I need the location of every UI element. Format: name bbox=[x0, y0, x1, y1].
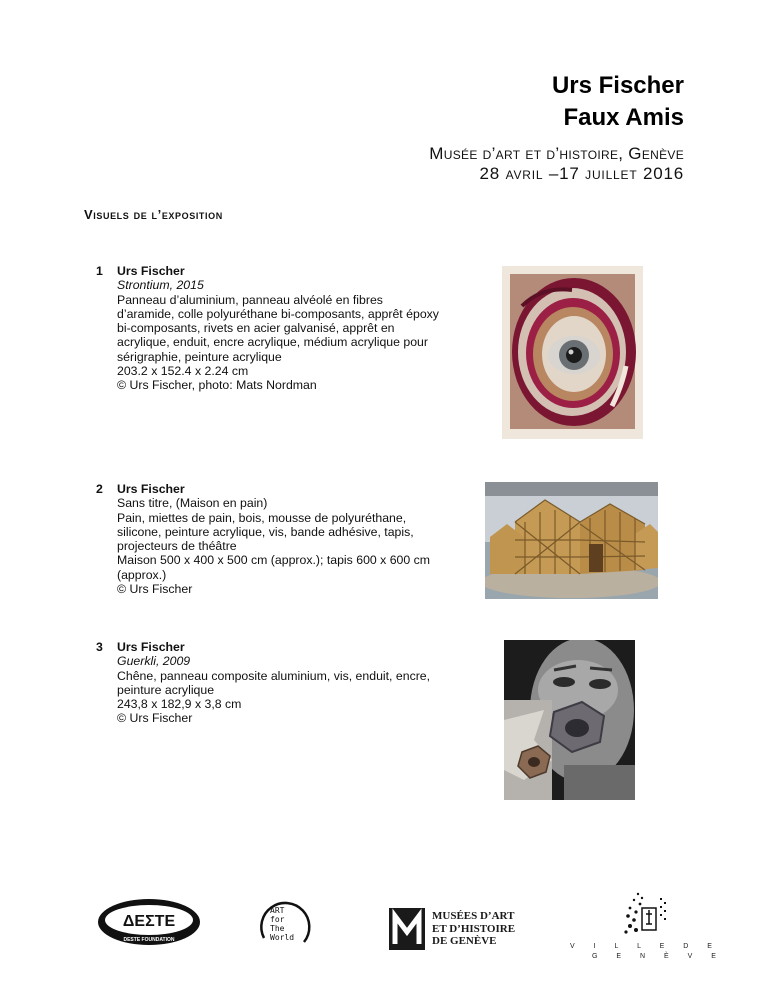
face-nuts-collage-image bbox=[504, 640, 635, 800]
item-line: © Urs Fischer, photo: Mats Nordman bbox=[117, 378, 317, 393]
item-line: © Urs Fischer bbox=[117, 582, 193, 597]
item-line: acrylique, enduit, encre acrylique, médium acrylique pour bbox=[117, 335, 428, 350]
sponsor-logos bbox=[0, 880, 768, 970]
mah-line: DE GENÈVE bbox=[432, 935, 497, 947]
item-number: 1 bbox=[96, 264, 103, 278]
document-header bbox=[429, 70, 684, 184]
item-line: (approx.) bbox=[117, 567, 167, 582]
ville-de-geneve-logo bbox=[570, 888, 725, 960]
item-line: Panneau d’aluminium, panneau alvéolé en fibres bbox=[117, 292, 383, 307]
eye-painting-image bbox=[502, 266, 643, 439]
item-line: Maison 500 x 400 x 500 cm (approx.); tapis 600 x 600 cm bbox=[117, 553, 431, 568]
item-artist: Urs Fischer bbox=[117, 640, 185, 654]
item-line: 243,8 x 182,9 x 3,8 cm bbox=[117, 697, 242, 712]
aftw-line: for bbox=[270, 915, 285, 924]
item-caption bbox=[117, 264, 462, 393]
venue: Musée d’art et d’histoire, Genève bbox=[429, 144, 684, 163]
art-for-the-world-logo bbox=[258, 898, 314, 952]
deste-mark: ΔΕΣΤΕ bbox=[122, 913, 176, 930]
exhibition-dates: 28 avril –17 juillet 2016 bbox=[479, 164, 684, 183]
item-line: d’aramide, colle polyuréthane bi-composants, apprêt époxy bbox=[117, 306, 439, 321]
aftw-line: World bbox=[270, 933, 295, 942]
item-line: sérigraphie, peinture acrylique bbox=[117, 349, 282, 364]
item-number: 3 bbox=[96, 640, 103, 654]
item-line: Chêne, panneau composite aluminium, vis, enduit, encre, bbox=[117, 668, 431, 683]
artist-title: Urs Fischer bbox=[551, 72, 684, 99]
exhibition-title: Faux Amis bbox=[563, 104, 684, 131]
item-number: 2 bbox=[96, 482, 103, 496]
mah-text bbox=[432, 910, 515, 948]
deste-foundation-logo bbox=[97, 898, 201, 946]
item-line: projecteurs de théâtre bbox=[117, 539, 237, 554]
item-line: silicone, peinture acrylique, vis, bande adhésive, tapis, bbox=[117, 524, 414, 539]
item-work-title: Guerkli, 2009 bbox=[117, 654, 191, 669]
item-line: bi-composants, rivets en acier galvanisé, apprêt en bbox=[117, 321, 395, 336]
aftw-line: The bbox=[270, 924, 285, 933]
item-work-title: Strontium, 2015 bbox=[117, 278, 204, 293]
geneve-text: G E N È V E bbox=[592, 953, 725, 960]
item-line: Pain, miettes de pain, bois, mousse de polyuréthane, bbox=[117, 510, 407, 525]
musees-art-histoire-logo bbox=[389, 908, 529, 950]
bread-house-image bbox=[485, 482, 658, 599]
aftw-line: ART bbox=[270, 906, 285, 915]
item-line: © Urs Fischer bbox=[117, 711, 193, 726]
item-line: peinture acrylique bbox=[117, 682, 215, 697]
item-caption bbox=[117, 640, 462, 726]
section-heading: Visuels de l’exposition bbox=[84, 207, 223, 222]
mah-line: ET D’HISTOIRE bbox=[432, 922, 516, 935]
item-artist: Urs Fischer bbox=[117, 482, 185, 496]
mah-m-icon bbox=[389, 908, 425, 950]
mah-line: MUSÉES D’ART bbox=[432, 910, 515, 922]
item-line: 203.2 x 152.4 x 2.24 cm bbox=[117, 364, 249, 379]
item-artist: Urs Fischer bbox=[117, 264, 185, 278]
item-work-title: Sans titre, (Maison en pain) bbox=[117, 496, 268, 511]
deste-sub: DESTE FOUNDATION bbox=[123, 937, 175, 943]
ville-de-text: V I L L E D E bbox=[570, 943, 721, 950]
item-caption bbox=[117, 482, 462, 596]
